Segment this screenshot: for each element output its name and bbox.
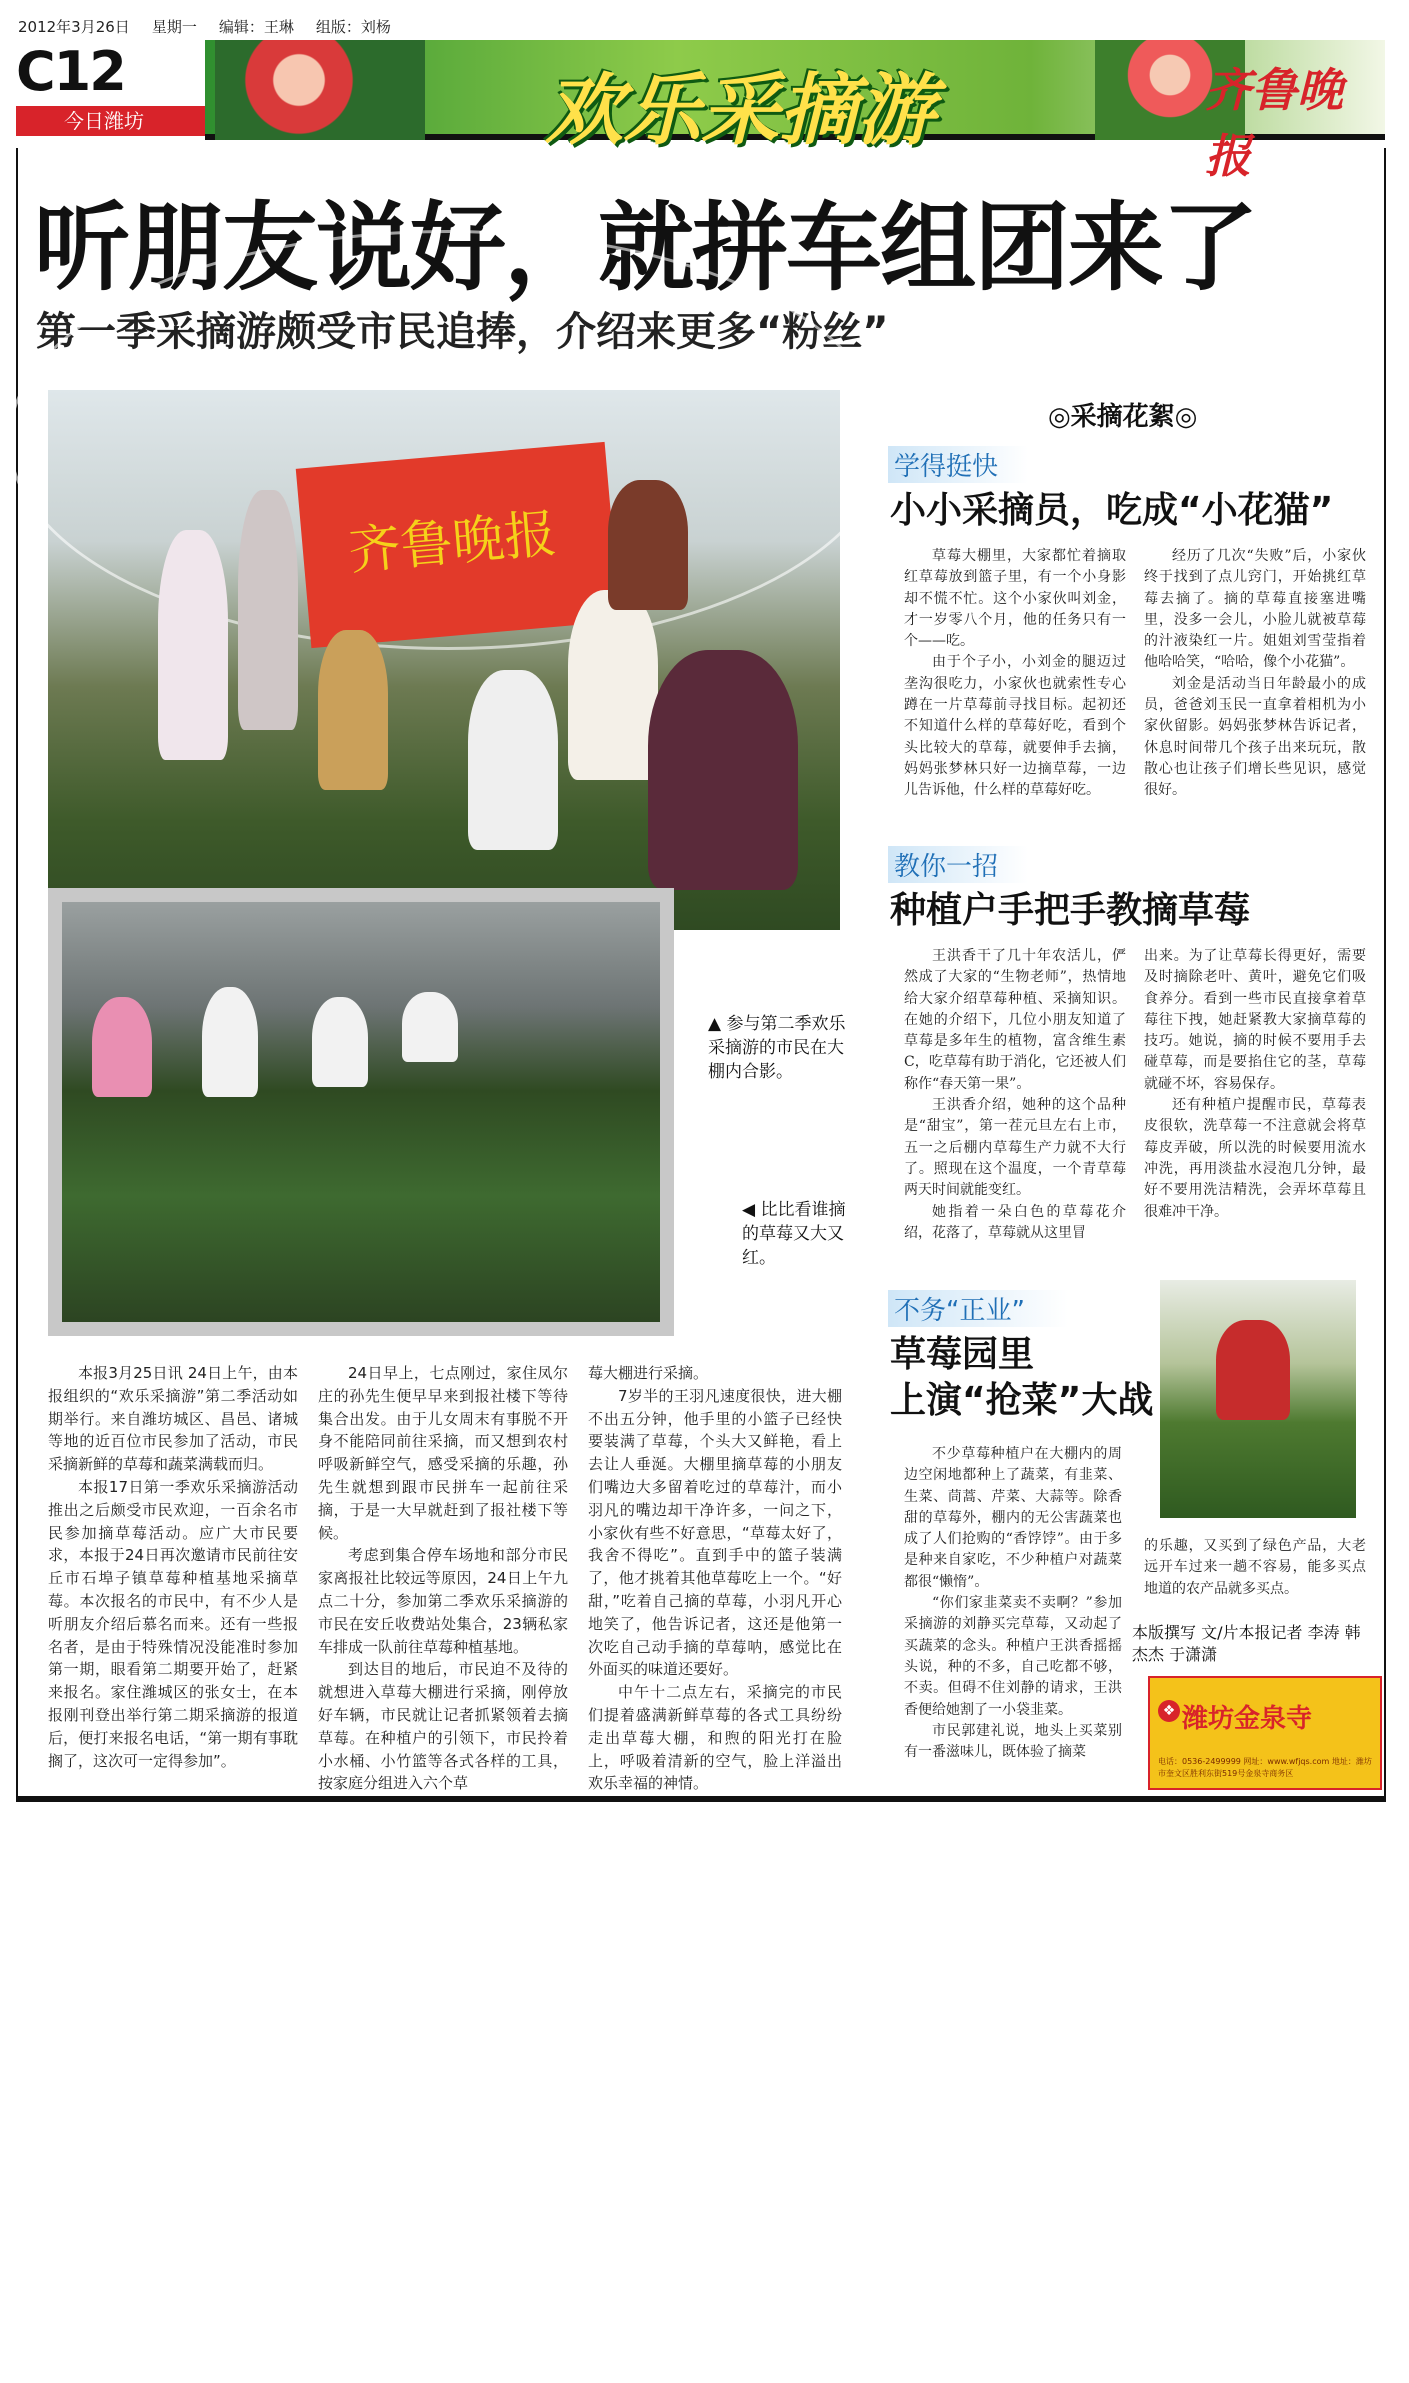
child-figure bbox=[92, 997, 152, 1097]
subheadline: 第一季采摘游颇受市民追捧，介绍来更多“粉丝” bbox=[36, 309, 889, 355]
page-number: C12 bbox=[16, 40, 125, 103]
red-banner-text: 齐鲁晚报 bbox=[346, 504, 559, 582]
newspaper-logo: 齐鲁晚报 bbox=[1205, 63, 1343, 183]
issue-date: 2012年3月26日 bbox=[18, 18, 130, 36]
paragraph: 考虑到集合停车场地和部分市民家离报社比较远等原因，24日上午九点二十分，参加第二季欢乐采摘游的市民在安丘收费站处集合，23辆私家车排成一队前往草莓种植基地。 bbox=[318, 1546, 568, 1656]
paragraph: 经历了几次“失败”后，小家伙终于找到了点儿窍门，开始挑红草莓去摘了。摘的草莓直接塞进嘴里，没多一会儿，小脸儿就被草莓的汁液染红一片。姐姐刘雪莹指着他哈哈笑，“哈哈，像个小花猫”。 bbox=[1144, 548, 1366, 671]
story1-title: 小小采摘员，吃成“小花猫” bbox=[890, 490, 1334, 531]
paragraph: 王洪香介绍，她种的这个品种是“甜宝”，第一茬元旦左右上市，五一之后棚内草莓生产力就不大行了。照现在这个温度，一个青草莓两天时间就能变红。 bbox=[904, 1097, 1126, 1199]
story2-title: 种植户手把手教摘草莓 bbox=[890, 890, 1251, 931]
story2-column-b bbox=[1144, 946, 1366, 1223]
paragraph: 刘金是活动当日年龄最小的成员，爸爸刘玉民一直拿着相机为小家伙留影。妈妈张梦林告诉记者，休息时间带几个孩子出来玩玩，散散心也让孩子们增长些见识，感觉很好。 bbox=[1144, 675, 1366, 799]
story3-column-a bbox=[904, 1444, 1122, 1763]
child-figure bbox=[202, 987, 258, 1097]
writer-credits: 本版撰写 文/片本报记者 李涛 韩杰杰 于潇潇 bbox=[1132, 1623, 1361, 1664]
advertisement[interactable] bbox=[1148, 1676, 1382, 1790]
sub-photo bbox=[48, 888, 674, 1336]
paragraph: 她指着一朵白色的草莓花介绍，花落了，草莓就从这里冒 bbox=[904, 1203, 1126, 1241]
story3-title-line2: 上演“抢菜”大战 bbox=[890, 1380, 1154, 1421]
story2-column-a bbox=[904, 946, 1126, 1244]
article-column-3 bbox=[588, 1362, 842, 1795]
farmer-figure bbox=[1216, 1320, 1290, 1420]
paragraph: 由于个子小，小刘金的腿迈过垄沟很吃力，小家伙也就索性专心蹲在一片草莓前寻找目标。起初还不知道什么样的草莓好吃，看到个头比较大的草莓，就要伸手去摘，妈妈张梦林只好一边摘草莓，一边儿告诉他，什么样的草莓好吃。 bbox=[904, 654, 1126, 799]
paragraph: 王洪香干了几十年农活儿，俨然成了大家的“生物老师”，热情地给大家介绍草莓种植、采摘知识。在她的介绍下，几位小朋友知道了草莓是多年生的植物，富含维生素C，吃草莓有助于消化，它还被人们称作“春天第一果”。 bbox=[904, 948, 1126, 1092]
child-figure bbox=[312, 997, 368, 1087]
paragraph: “你们家韭菜卖不卖啊？”参加采摘游的刘静买完草莓，又动起了买蔬菜的念头。种植户王洪香摇摇头说，种的不多，自己吃都不够，不卖。但碍不住刘静的请求，王洪香便给她割了一小袋韭菜。 bbox=[904, 1595, 1122, 1718]
sidebar-header: ◎采摘花絮◎ bbox=[1048, 402, 1198, 432]
paragraph: 出来。为了让草莓长得更好，需要及时摘除老叶、黄叶，避免它们吸食养分。看到一些市民直接拿着草莓往下拽，她赶紧教大家摘草莓的技巧。她说，摘的时候不要用手去碰草莓，而是要掐住它的茎，草莓就碰不坏，容易保存。 bbox=[1144, 948, 1366, 1092]
child-figure bbox=[238, 490, 298, 730]
section-banner bbox=[205, 40, 1385, 183]
page-meta bbox=[18, 16, 391, 37]
paragraph: 莓大棚进行采摘。 bbox=[588, 1364, 709, 1382]
paragraph: 的乐趣，又买到了绿色产品，大老远开车过来一趟不容易，能多买点地道的农产品就多买点。 bbox=[1144, 1538, 1366, 1597]
child-figure bbox=[158, 530, 228, 760]
story3-title-line1: 草莓园里 bbox=[890, 1334, 1035, 1375]
headline: 听朋友说好，就拼车组团来了 bbox=[34, 192, 1256, 304]
banner-photo-left bbox=[215, 40, 425, 140]
editor-credit: 编辑：王琳 bbox=[218, 18, 294, 36]
paragraph: 草莓大棚里，大家都忙着摘取红草莓放到篮子里，有一个小身影却不慌不忙。这个小家伙叫刘金，才一岁零八个月，他的任务只有一个——吃。 bbox=[904, 548, 1126, 650]
article-column-2 bbox=[318, 1362, 568, 1795]
ad-contact: 电话：0536-2499999 网址：www.wfjqs.com 地址：潍坊市奎文区胜利东街519号金泉寺商务区 bbox=[1158, 1757, 1372, 1778]
adult-figure bbox=[648, 650, 798, 890]
story3-column-b bbox=[1144, 1536, 1366, 1600]
ad-name: 潍坊金泉寺 bbox=[1182, 1704, 1313, 1734]
main-photo bbox=[48, 390, 840, 930]
paragraph: 24日早上，七点刚过，家住凤尔庄的孙先生便早早来到报社楼下等待集合出发。由于儿女周末有事脱不开身不能陪同前往采摘，而又想到农村呼吸新鲜空气，感受采摘的乐趣，孙先生就想到跟市民拼车一起前往采摘，于是一大早就赶到了报社楼下等候。 bbox=[318, 1364, 568, 1542]
story1-column-b bbox=[1144, 546, 1366, 802]
layout-credit: 组版：刘杨 bbox=[315, 18, 391, 36]
banner-title: 欢乐采摘游 bbox=[545, 65, 936, 156]
story1-column-a bbox=[904, 546, 1126, 802]
paragraph: 本报17日第一季欢乐采摘游活动推出之后颇受市民欢迎，一百余名市民参加摘草莓活动。应广大市民要求，本报于24日再次邀请市民前往安丘市石埠子镇草莓种植基地采摘草莓。本次报名的市民中，有不少人是听朋友介绍后慕名而来。还有一些报名者，是由于特殊情况没能准时参加第一期，眼看第二期要开始了，赶紧来报名。家住潍城区的张女士，在本报刚刊登出举行第二期采摘游的报道后，便打来报名电话，“第一期有事耽搁了，这次可一定得参加”。 bbox=[48, 1477, 298, 1770]
paragraph: 市民郭建礼说，地头上买菜别有一番滋味儿，既体验了摘菜 bbox=[904, 1722, 1122, 1761]
photo-caption-sub: ◀ 比比看谁摘的草莓又大又红。 bbox=[742, 1200, 846, 1268]
section-tag: 今日潍坊 bbox=[16, 106, 206, 136]
child-figure bbox=[402, 992, 458, 1062]
photo-caption-main: ▲ 参与第二季欢乐采摘游的市民在大棚内合影。 bbox=[708, 1014, 846, 1082]
adult-figure bbox=[608, 480, 688, 610]
story1-kicker: 学得挺快 bbox=[888, 446, 1028, 483]
paragraph: 本报3月25日讯 24日上午，由本报组织的“欢乐采摘游”第二季活动如期举行。来自潍坊城区、昌邑、诸城等地的近百位市民参加了活动，市民采摘新鲜的草莓和蔬菜满载而归。 bbox=[48, 1364, 298, 1474]
temple-logo-icon: ❖ bbox=[1158, 1700, 1180, 1722]
article-column-1 bbox=[48, 1362, 298, 1772]
issue-weekday: 星期一 bbox=[151, 18, 197, 36]
paragraph: 7岁半的王羽凡速度很快，进大棚不出五分钟，他手里的小篮子已经快要装满了草莓，个头大又鲜艳，看上去让人垂涎。大棚里摘草莓的小朋友们嘴边大多留着吃过的草莓汁，而小羽凡的嘴边却干净许多，一问之下，小家伙有些不好意思，“草莓太好了，我舍不得吃”。直到手中的篮子装满了，他才挑着其他草莓吃上一个。“好甜，”吃着自己摘的草莓，小羽凡开心地笑了，他告诉记者，这还是他第一次吃自己动手摘的草莓呐，感觉比在外面买的味道还要好。 bbox=[588, 1386, 842, 1679]
story3-kicker: 不务“正业” bbox=[888, 1290, 1068, 1327]
child-figure bbox=[568, 590, 658, 780]
child-figure bbox=[468, 670, 558, 850]
strawberry-field bbox=[62, 902, 660, 1322]
child-figure bbox=[318, 630, 388, 790]
story2-kicker: 教你一招 bbox=[888, 846, 1028, 883]
paragraph: 还有种植户提醒市民，草莓表皮很软，洗草莓一不注意就会将草莓皮弄破，所以洗的时候要用流水冲洗，再用淡盐水浸泡几分钟，最好不要用洗洁精洗，会弄坏草莓且很难冲干净。 bbox=[1144, 1097, 1366, 1220]
sidebar-photo bbox=[1160, 1280, 1356, 1518]
paragraph: 不少草莓种植户在大棚内的周边空闲地都种上了蔬菜，有韭菜、生菜、茼蒿、芹菜、大蒜等。除香甜的草莓外，棚内的无公害蔬菜也成了人们抢购的“香饽饽”。由于多是种来自家吃，不少种植户对蔬菜都很“懒惰”。 bbox=[904, 1446, 1122, 1590]
paragraph: 中午十二点左右，采摘完的市民们提着盛满新鲜草莓的各式工具纷纷走出草莓大棚，和煦的阳光打在脸上，呼吸着清新的空气，脸上洋溢出欢乐幸福的神情。 bbox=[588, 1683, 842, 1793]
paragraph: 到达目的地后，市民迫不及待的就想进入草莓大棚进行采摘，刚停放好车辆，市民就让记者抓紧领着去摘草莓。在种植户的引领下，市民拎着小水桶、小竹篮等各式各样的工具，按家庭分组进入六个草 bbox=[318, 1660, 568, 1793]
